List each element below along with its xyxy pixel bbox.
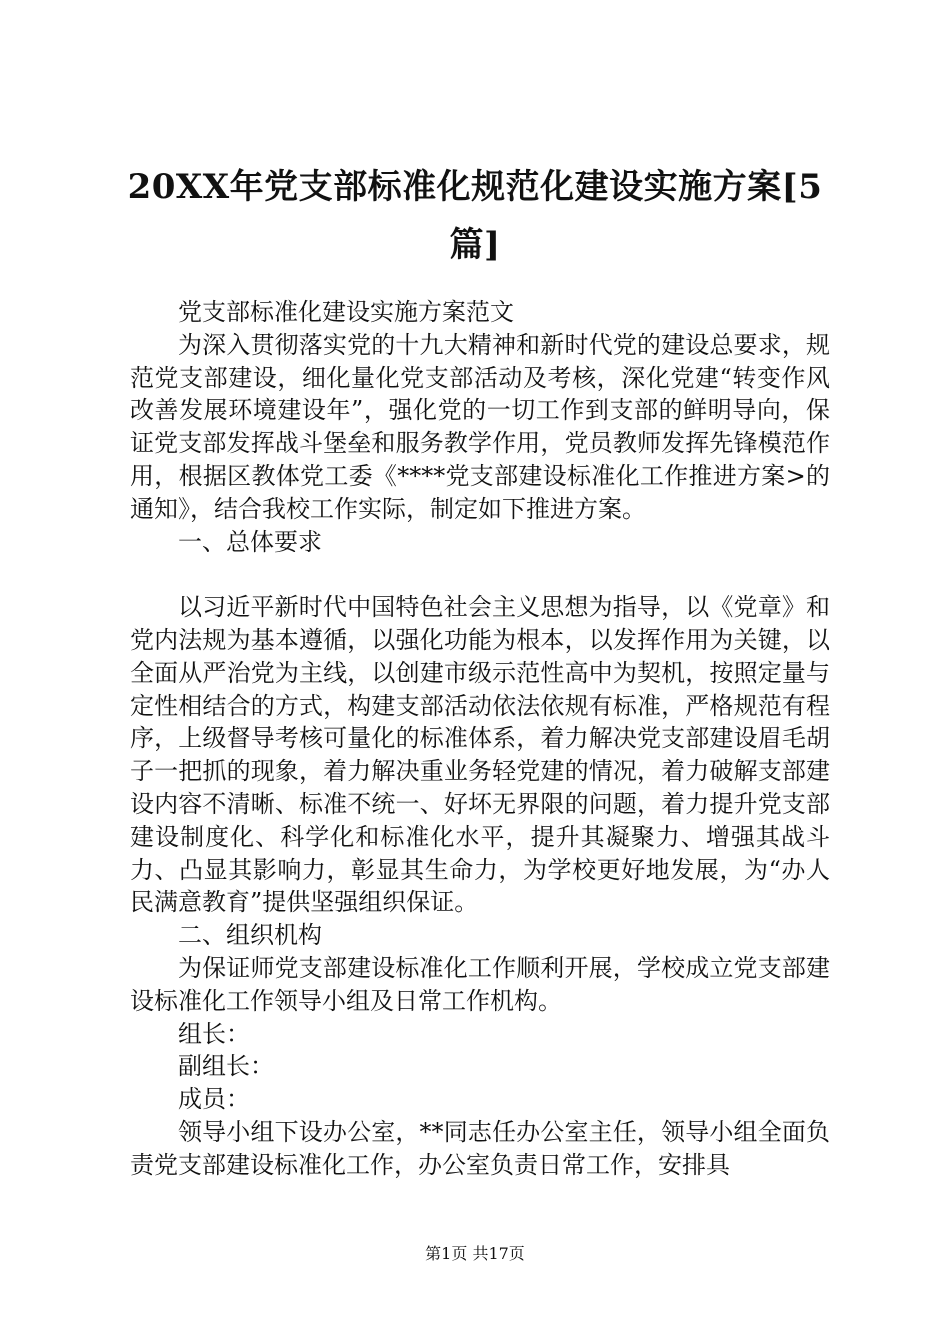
deputy-leader-line: 副组长： [178,1052,274,1081]
subtitle-paragraph: 党支部标准化建设实施方案范文 [178,298,514,326]
intro-paragraph: 为深入贯彻落实党的十九大精神和新时代党的建设总要求，规范党支部建设，细化量化党支部活动及考核，深化党建“转变作风改善发展环境建设年”，强化党的一切工作到支部的鲜明导向，保证党支部发挥战斗堡垒和服务教学作用，党员教师发挥先锋模范作用，根据区教体党工委《****党支部建设标准化工作推进方案>的通知》，结合我校工作实际，制定如下推进方案。 [130,330,830,523]
document-title: 20XX年党支部标准化规范化建设实施方案[5篇] [127,167,823,265]
section-heading-2: 二、组织机构 [178,921,322,950]
document-body [130,296,830,1182]
page-footer: 第1页 共17页 [425,1244,525,1263]
paragraph-gap [130,558,830,591]
leader-line: 组长： [178,1019,250,1048]
members-line: 成员： [178,1085,250,1114]
general-requirements-paragraph: 以习近平新时代中国特色社会主义思想为指导，以《党章》和党内法规为基本遵循，以强化功能为根本，以发挥作用为关键，以全面从严治党为主线，以创建市级示范性高中为契机，按照定量与定性相结合的方式，构建支部活动依法依规有标准，严格规范有程序，上级督导考核可量化的标准体系，着力解决党支部建设眉毛胡子一把抓的现象，着力解决重业务轻党建的情况，着力破解支部建设内容不清晰、标准不统一、好坏无界限的问题，着力提升党支部建设制度化、科学化和标准化水平，提升其凝聚力、增强其战斗力、凸显其影响力，彰显其生命力，为学校更好地发展，为“办人民满意教育”提供坚强组织保证。 [130,593,830,917]
office-paragraph: 领导小组下设办公室，**同志任办公室主任，领导小组全面负责党支部建设标准化工作，办公室负责日常工作，安排具 [130,1117,830,1179]
section-heading-1: 一、总体要求 [178,527,322,556]
organization-paragraph: 为保证师党支部建设标准化工作顺利开展，学校成立党支部建设标准化工作领导小组及日常工作机构。 [130,953,830,1015]
